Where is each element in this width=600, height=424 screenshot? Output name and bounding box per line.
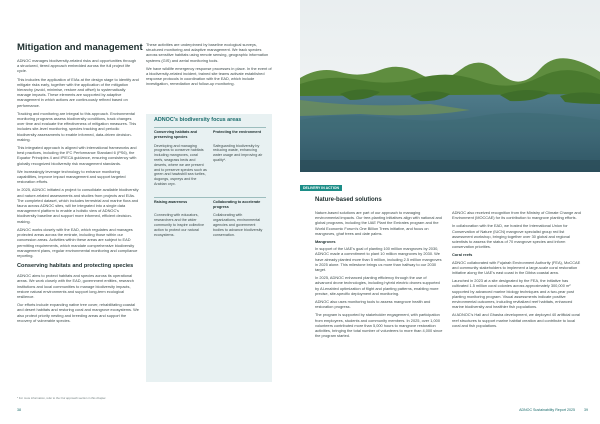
paragraph: We increasingly leverage technology to enhance monitoring capabilities, improve impact management and support targeted restoration efforts. xyxy=(17,168,126,185)
paragraph: ADNOC collaborated with Fujairah Environment Authority (FEA), MoCCAE and community stakeholders to implement a large-scale coral restoration initiative along the UAE's east coast in the Dibba coastal area. xyxy=(452,259,581,276)
paragraph: ADNOC works closely with the EAD, which regulates and manages protected areas across the emirate, including those within our concession areas. Activities within these areas are subject to EAD permitting requirements, which mandate comprehensive biodiversity management plans, regular environmental monitoring and compliance reporting. xyxy=(17,226,138,258)
paragraph: We have wildlife emergency response processes in place. In the event of a biodiversity-related incident, trained site teams activate established response protocols in coordination with the EAD, which include investigation, remediation and follow-up monitoring. xyxy=(146,65,272,87)
focus-row xyxy=(154,144,266,187)
focus-row xyxy=(154,213,266,237)
paragraph: ADNOC also uses monitoring tools to assess mangrove health and restoration progress. xyxy=(315,299,431,310)
focus-row xyxy=(154,127,266,140)
mangrove-photo xyxy=(300,0,600,172)
focus-heading: Conserving habitats and preserving species xyxy=(154,130,198,139)
focus-heading: Collaborating to accelerate progress xyxy=(213,199,261,209)
paragraph: ADNOC also received recognition from the Ministry of Climate Change and Environment (MOCCAE) for its contribution to mangrove planting efforts. xyxy=(452,210,581,221)
paragraph: In support of the UAE's goal of planting 100 million mangroves by 2030, ADNOC made a commitment to plant 10 million mangroves by 2030. We have already planted more than 5 million, including 2.5 million mangroves in 2025 alone. This milestone brings us more than halfway to our 2030 target. xyxy=(315,246,442,273)
mangrove-landscape-image xyxy=(300,0,600,172)
focus-heading: Raising awareness xyxy=(154,199,188,204)
focus-row xyxy=(154,197,266,210)
paragraph: The program is supported by stakeholder engagement, with participation from employees, students and community members. In 2025, over 1,000 volunteers contributed more than 5,000 hours to mangrove restoration activities, bringing the total number of volunteers to more than 4,000 since the program started. xyxy=(315,312,443,339)
focus-text: Connecting with educators, researchers and the wider community to inspire collective action to protect our natural ecosystems. xyxy=(154,213,205,237)
paragraph: Our efforts include expanding native tree cover, rehabilitating coastal and desert habitats and restoring coral and mangrove ecosystems. We also protect priority nesting and breeding areas and support the recovery of vulnerable species. xyxy=(17,302,139,323)
subheading-mangroves: Mangroves xyxy=(315,239,336,245)
paragraph: These activities are underpinned by baseline ecological surveys, structured monitoring and adaptive management. We track species across sensitive habitats using remote sensing, geographic information systems (GIS) and aerial monitoring tools. xyxy=(146,42,269,63)
focus-text: Safeguarding biodiversity by reducing waste, enhancing water usage and improving air quality*. xyxy=(213,143,263,162)
delivery-in-action-badge: DELIVERY IN ACTION xyxy=(300,185,342,191)
subheading-coral-reefs: Coral reefs xyxy=(452,252,473,258)
right-column-2 xyxy=(452,210,584,331)
focus-text: Collaborating with organizations, environmental agencies and government bodies to advance biodiversity conservation. xyxy=(213,213,263,237)
focus-heading: Protecting the environment xyxy=(213,130,261,134)
page-number-left: 38 xyxy=(17,408,21,412)
section-title: Mitigation and management xyxy=(17,42,143,53)
focus-areas-title: ADNOC's biodiversity focus areas xyxy=(154,117,242,123)
paragraph: At ADNOC's Hail and Ghasha development, we deployed 40 artificial coral reef structures to support marine habitat creation and contribute to local coral and fish populations. xyxy=(452,312,580,328)
focus-areas-grid xyxy=(154,127,266,241)
page-number-right: 39 xyxy=(584,408,588,412)
paragraph: In 2025, ADNOC enhanced planting efficiency through the use of advanced drone technologies, including hybrid electric drones supported by AI-enabled optimization of flight and planting patterns, enabling more precise, site-specific deployment and monitoring. xyxy=(315,275,440,296)
right-column-1 xyxy=(315,210,443,341)
paragraph: ADNOC aims to protect habitats and species across its operational areas. We work closely with the EAD, government entities, research institutions and local communities to manage biodiversity impacts, restore natural environments and support long-term ecological resilience. xyxy=(17,273,134,299)
paragraph: In 2025, ADNOC initiated a project to consolidate available biodiversity and nature-related assessments and studies from projects and EIAs. The completed dataset, which includes terrestrial and marine flora and fauna across ADNOC sites, will be integrated into a single data management platform to enable a holistic view of ADNOC's biodiversity baseline and support more informed, efficient decision-making. xyxy=(17,187,139,224)
report-name: ADNOC Sustainability Report 2025 xyxy=(519,408,575,412)
left-column xyxy=(17,58,139,326)
paragraph: Nature-based solutions are part of our approach to managing environmental impacts. Our tree-planting initiatives align with national and global programs, including the UAE Plant the Emirates program and the World Economic Forum's One Billion Trees initiative, and focus on mangroves, ghaf trees and date palms. xyxy=(315,210,442,236)
paragraph: This integrated approach is aligned with international frameworks and best practices, including the IFC Performance Standard 6 (PS6), the Equator Principles 4 and IPIECA guidance, ensuring consistency with globally recognized biodiversity risk management standards. xyxy=(17,145,137,166)
nature-based-solutions-title: Nature-based solutions xyxy=(315,197,382,203)
paragraph: In collaboration with the EAD, we hosted the International Union for Conservation of Nature (IUCN) mangrove specialist group red list assessment workshop, bringing together over 30 global and regional scientists to assess the status of 70 mangrove species and inform conservation priorities. xyxy=(452,223,570,250)
paragraph: ADNOC manages biodiversity-related risks and opportunities through a structured, tiered approach embedded across the full project life cycle. xyxy=(17,58,137,74)
focus-text: Developing and managing programs to conserve habitats including mangroves, coral reefs, seagrass beds and deserts, where we are present and to preserve species such as green and hawksbill sea turtles, dugongs, ospreys and the Arabian oryx. xyxy=(154,143,207,186)
paragraph: Tracking and monitoring are integral to this approach. Environmental monitoring programs assess biodiversity conditions, track changes over time and evaluate the effectiveness of mitigation measures. This includes site-level monitoring, species tracking and periodic biodiversity assessments to enable informed, data-driven decision-making. xyxy=(17,110,137,142)
paragraph: Launched in 2023 at a site designated by the FEA, the initiative has cultivated 1.5 million coral colonies across approximately 300,000 m² supported by advanced marine biology techniques and a two-year post planting monitoring program. Visual assessments indicate positive environmental outcomes, including revitalized reef habitats, enhanced marine biodiversity and healthier fish populations. xyxy=(452,278,574,310)
subsection-title: Conserving habitats and protecting species xyxy=(17,263,134,270)
footer-right xyxy=(519,408,588,412)
paragraph: This includes the application of EIAs at the design stage to identify and mitigate risks early, together with the application of the mitigation hierarchy (avoid, minimise, restore and offset) to systematically manage impacts. These elements are supported by adaptive management in which actions are continuously refined based on performance. xyxy=(17,76,139,108)
middle-column xyxy=(146,42,272,90)
footnote: * For more information, refer to the Our approach section in this chapter. xyxy=(17,396,107,400)
